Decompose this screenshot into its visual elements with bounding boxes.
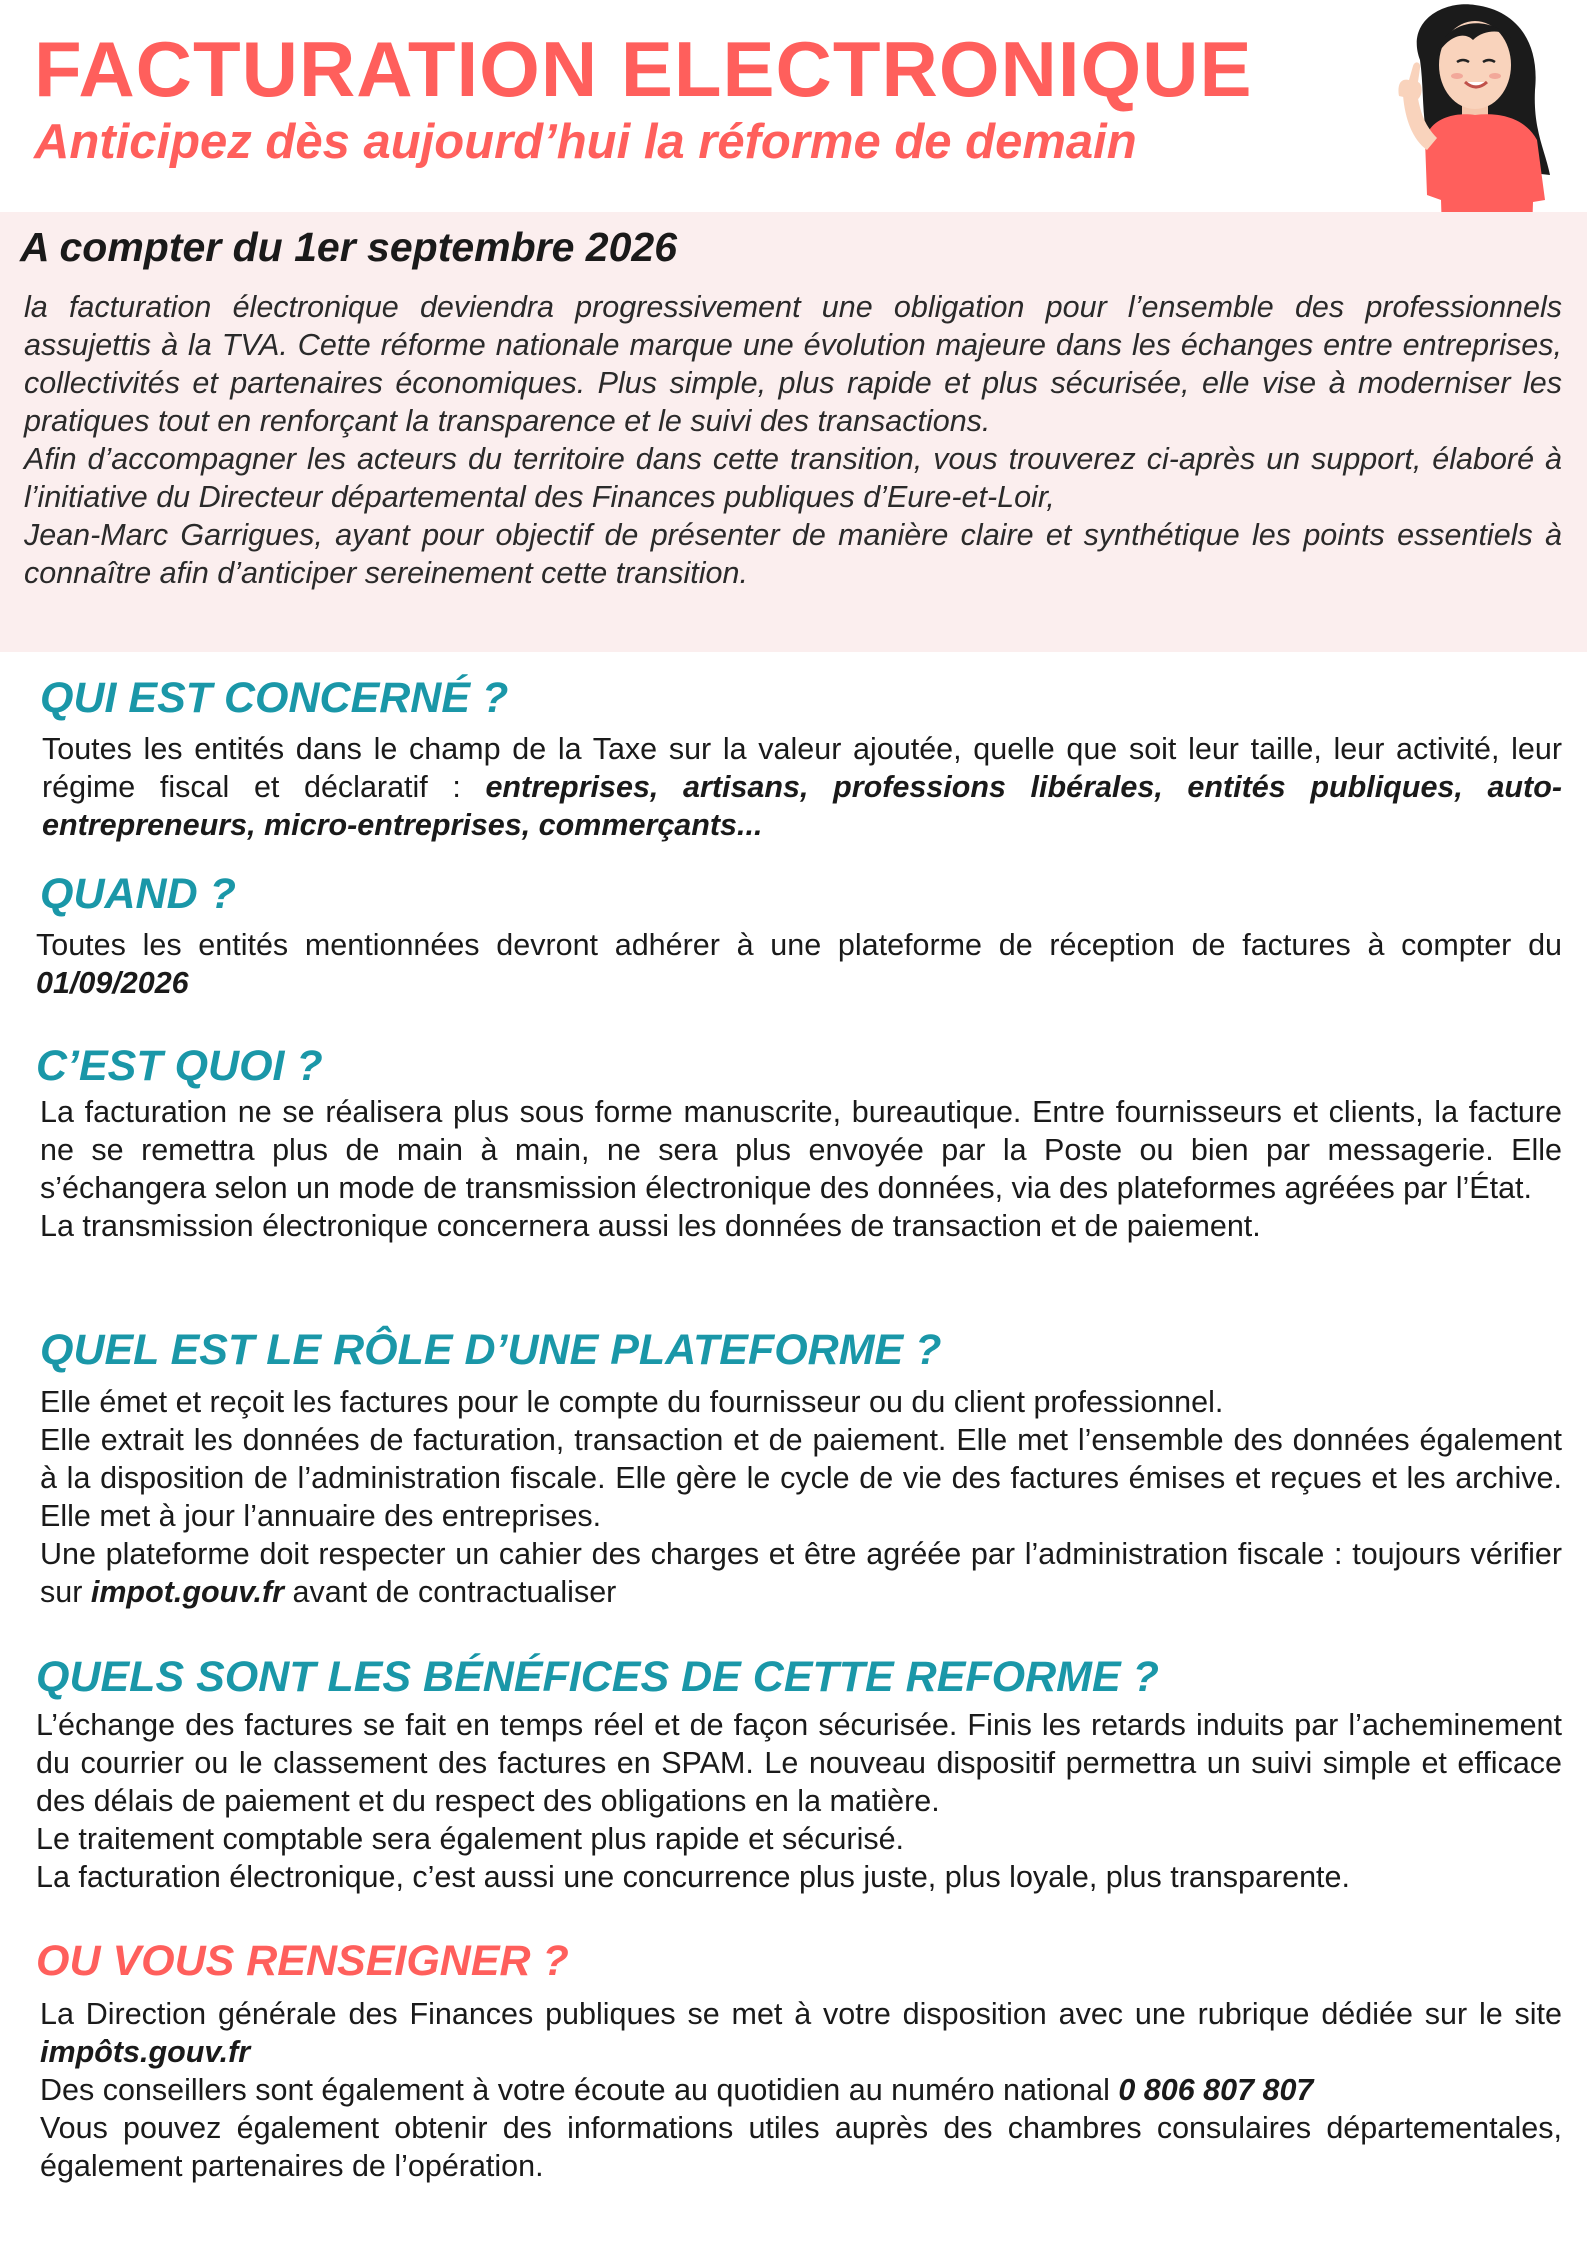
section-title-benefices: QUELS SONT LES BÉNÉFICES DE CETTE REFORME ? (36, 1653, 1159, 1701)
phone-number[interactable]: 0 806 807 807 (1118, 2073, 1314, 2107)
section-title-concerne: QUI EST CONCERNÉ ? (40, 674, 509, 722)
section-text-renseigner (40, 1995, 1562, 2185)
intro-paragraph-2: Afin d’accompagner les acteurs du territoire dans cette transition, vous trouverez ci-après un support, élaboré à l’initiative du Directeur départemental des Finances publiques d’Eure-et-Loir, (24, 442, 1562, 514)
impot-site-link[interactable]: impot.gouv.fr (90, 1575, 285, 1609)
intro-paragraph-3: Jean-Marc Garrigues, ayant pour objectif de présenter de manière claire et synthétique les points essentiels à connaître afin d’anticiper sereinement cette transition. (24, 518, 1562, 590)
benefices-paragraph-2: Le traitement comptable sera également plus rapide et sécurisé. (36, 1822, 905, 1856)
section-text-benefices (36, 1706, 1562, 1896)
quand-date: 01/09/2026 (36, 966, 189, 1000)
benefices-paragraph-1: L’échange des factures se fait en temps réel et de façon sécurisée. Finis les retards induits par l’acheminement du courrier ou le classement des factures en SPAM. Le nouveau dispositif permettra un suivi simple et efficace des délais de paiement et du respect des obligations en la matière. (36, 1708, 1562, 1818)
page-title: FACTURATION ELECTRONIQUE (34, 25, 1253, 113)
concerne-emphasis: entreprises, artisans, professions libérales, entités publiques, auto-entrepreneurs, micro-entreprises, commerçants... (42, 770, 1562, 842)
section-text-role (40, 1383, 1562, 1611)
quoi-paragraph-1: La facturation ne se réalisera plus sous forme manuscrite, bureautique. Entre fournisseurs et clients, la facture ne se remettra plus de main à main, ne sera plus envoyée par la Poste ou bien par messagerie. Elle s’échangera selon un mode de transmission électronique des données, via des plateformes agréées par l’État. (40, 1095, 1562, 1205)
section-title-renseigner: OU VOUS RENSEIGNER ? (36, 1937, 569, 1985)
section-title-quoi: C’EST QUOI ? (36, 1042, 323, 1090)
intro-text (24, 288, 1562, 592)
impots-site-link[interactable]: impôts.gouv.fr (40, 2035, 251, 2069)
role-paragraph-3: Une plateforme doit respecter un cahier des charges et être agréée par l’administration fiscale : toujours vérifier sur impot.gouv.fr avant de contractualiser (40, 1537, 1562, 1609)
section-text-quoi (40, 1093, 1562, 1245)
renseigner-paragraph-1: La Direction générale des Finances publiques se met à votre disposition avec une rubrique dédiée sur le site impôts.gouv.fr (40, 1997, 1562, 2069)
role-paragraph-1: Elle émet et reçoit les factures pour le compte du fournisseur ou du client professionnel. (40, 1385, 1224, 1419)
intro-heading: A compter du 1er septembre 2026 (20, 224, 678, 270)
section-text-concerne: Toutes les entités dans le champ de la Taxe sur la valeur ajoutée, quelle que soit leur taille, leur activité, leur régime fiscal et déclaratif : entreprises, artisans, professions libérales, entités publiques, auto-entrepreneurs, micro-entreprises, commerçants... (42, 732, 1562, 842)
renseigner-paragraph-3: Vous pouvez également obtenir des informations utiles auprès des chambres consulaires départementales, également partenaires de l’opération. (40, 2111, 1562, 2183)
section-text-quand: Toutes les entités mentionnées devront adhérer à une plateforme de réception de factures à compter du 01/09/2026 (36, 928, 1562, 1000)
role-paragraph-2: Elle extrait les données de facturation, transaction et de paiement. Elle met l’ensemble des données également à la disposition de l’administration fiscale. Elle gère le cycle de vie des factures émises et reçues et les archive. Elle met à jour l’annuaire des entreprises. (40, 1423, 1562, 1533)
renseigner-paragraph-2: Des conseillers sont également à votre écoute au quotidien au numéro national 0 806 807 807 (40, 2073, 1314, 2107)
benefices-paragraph-3: La facturation électronique, c’est aussi une concurrence plus juste, plus loyale, plus transparente. (36, 1860, 1350, 1894)
page-subtitle: Anticipez dès aujourd’hui la réforme de demain (34, 115, 1137, 169)
section-title-role: QUEL EST LE RÔLE D’UNE PLATEFORME ? (40, 1326, 942, 1374)
section-title-quand: QUAND ? (40, 870, 236, 918)
intro-paragraph-1: la facturation électronique deviendra progressivement une obligation pour l’ensemble des professionnels assujettis à la TVA. Cette réforme nationale marque une évolution majeure dans les échanges entre entreprises, collectivités et partenaires économiques. Plus simple, plus rapide et plus sécurisée, elle vise à moderniser les pratiques tout en renforçant la transparence et le suivi des transactions. (24, 290, 1562, 438)
quoi-paragraph-2: La transmission électronique concernera aussi les données de transaction et de paiement. (40, 1209, 1261, 1243)
